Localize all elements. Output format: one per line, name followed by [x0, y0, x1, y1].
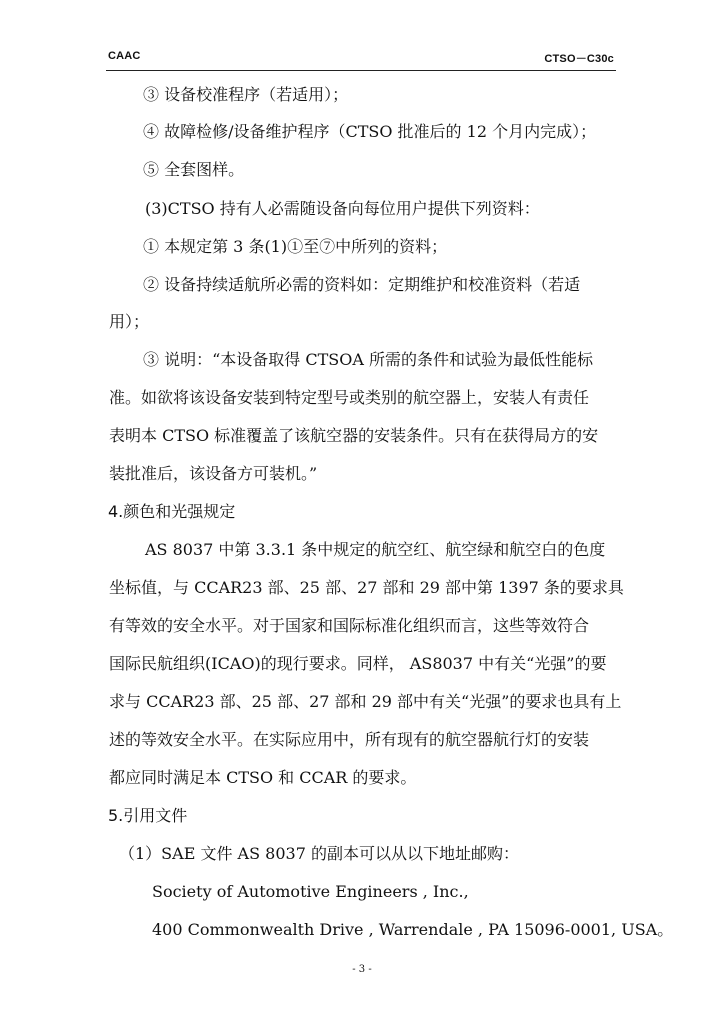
text-line: ③ 设备校准程序（若适用）；	[143, 85, 349, 104]
text-line: 国际民航组织(ICAO)的现行要求。同样， AS8037 中有关“光强”的要	[109, 654, 607, 673]
text-line: 表明本 CTSO 标准覆盖了该航空器的安装条件。只有在获得局方的安	[109, 426, 599, 445]
text-line: (3)CTSO 持有人必需随设备向每位用户提供下列资料：	[145, 199, 540, 218]
text-line: 坐标值，与 CCAR23 部、25 部、27 部和 29 部中第 1397 条的要求具	[109, 578, 624, 597]
text-line: ② 设备持续适航所必需的资料如：定期维护和校准资料（若适	[143, 275, 581, 294]
text-line: 有等效的安全水平。对于国家和国际标准化组织而言，这些等效符合	[109, 616, 590, 635]
header-rule	[106, 70, 616, 71]
section-heading-colors: 4.颜色和光强规定	[108, 502, 236, 521]
text-line: AS 8037 中第 3.3.1 条中规定的航空红、航空绿和航空白的色度	[145, 540, 606, 559]
section-heading-references: 5.引用文件	[108, 806, 188, 825]
text-line: 用）；	[109, 312, 150, 331]
organization-name: Society of Automotive Engineers , Inc.,	[152, 882, 469, 901]
reference-line: （1）SAE 文件 AS 8037 的副本可以从以下地址邮购：	[119, 844, 519, 863]
text-line: ⑤ 全套图样。	[143, 160, 245, 179]
header-left: CAAC	[108, 50, 141, 62]
text-line: 述的等效安全水平。在实际应用中，所有现有的航空器航行灯的安装	[109, 730, 590, 749]
page-number: - 3 -	[352, 964, 372, 975]
header-right: CTSO－C30c	[544, 53, 614, 65]
postal-address: 400 Commonwealth Drive , Warrendale , PA 15096-0001, USA。	[152, 920, 674, 939]
text-line: 都应同时满足本 CTSO 和 CCAR 的要求。	[109, 768, 417, 787]
text-line: 准。如欲将该设备安装到特定型号或类别的航空器上，安装人有责任	[109, 388, 590, 407]
text-line: 装批准后，该设备方可装机。”	[109, 464, 318, 483]
text-line: 求与 CCAR23 部、25 部、27 部和 29 部中有关“光强”的要求也具有上	[109, 692, 622, 711]
text-line: ① 本规定第 3 条(1)①至⑦中所列的资料；	[143, 237, 448, 256]
text-line: ③ 说明：“本设备取得 CTSOA 所需的条件和试验为最低性能标	[143, 350, 593, 369]
text-line: ④ 故障检修/设备维护程序（CTSO 批准后的 12 个月内完成）；	[143, 122, 597, 141]
